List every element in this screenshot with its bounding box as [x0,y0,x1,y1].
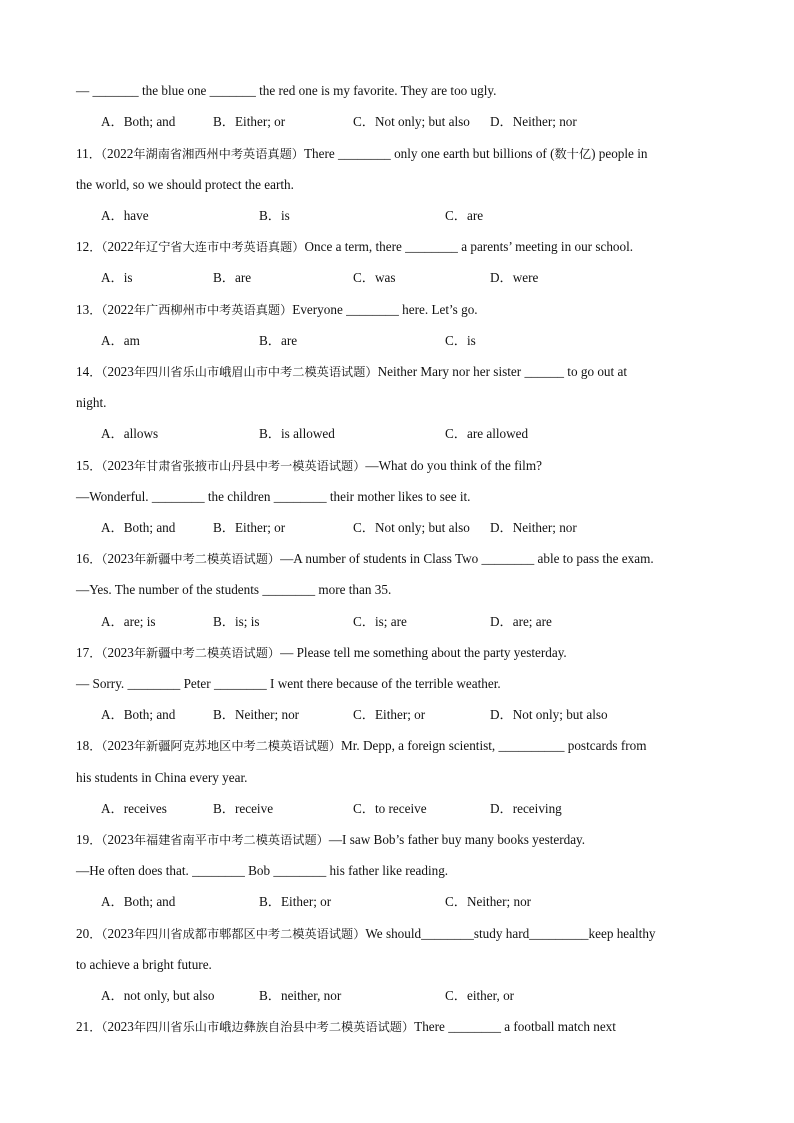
question-stem-continued: night. [76,395,107,410]
question-stem: 17．（2023年新疆中考二模英语试题）— Please tell me something about the party yesterday. [76,645,567,660]
question-stem: 15．（2023年甘肃省张掖市山丹县中考一模英语试题）—What do you think of the film? [76,458,542,473]
answer-option[interactable]: A．allows [101,426,159,441]
question-stem: 14．（2023年四川省乐山市峨眉山市中考二模英语试题）Neither Mary nor her sister ______ to go out at [76,364,628,379]
answer-option[interactable]: A．are; is [101,614,156,629]
answer-option[interactable]: C．is [445,333,476,348]
answer-option[interactable]: B．are [213,270,252,285]
question-stem-continued: the world, so we should protect the earth. [76,177,294,192]
answer-option[interactable]: C．Neither; nor [445,894,532,909]
answer-option[interactable]: D．Neither; nor [490,520,577,535]
answer-option[interactable]: C．are [445,208,484,223]
answer-option[interactable]: A．have [101,208,149,223]
question-stem: 11．（2022年湖南省湘西州中考英语真题）There ________ only one earth but billions of (数十亿) people in [76,146,648,161]
answer-option[interactable]: C．are allowed [445,426,529,441]
answer-option[interactable]: A．not only, but also [101,988,215,1003]
answer-option[interactable]: B．is [259,208,290,223]
answer-option[interactable]: B．Either; or [213,114,286,129]
answer-option[interactable]: D．Not only; but also [490,707,608,722]
answer-option[interactable]: B．are [259,333,298,348]
question-stem: 20．（2023年四川省成都市郫都区中考二模英语试题）We should________study hard_________keep healthy [76,926,656,941]
question-stem-continued: — Sorry. ________ Peter ________ I went there because of the terrible weather. [76,676,501,691]
answer-option[interactable]: C．Either; or [353,707,426,722]
answer-option[interactable]: C．was [353,270,396,285]
question-stem: 21．（2023年四川省乐山市峨边彝族自治县中考二模英语试题）There ________ a football match next [76,1019,616,1034]
question-stem-continued: —Yes. The number of the students ________ more than 35. [76,582,392,597]
answer-option[interactable]: B．receive [213,801,274,816]
answer-option[interactable]: C．either, or [445,988,515,1003]
question-stem: 16．（2023年新疆中考二模英语试题）—A number of students in Class Two ________ able to pass the exam. [76,551,654,566]
answer-option[interactable]: A．is [101,270,133,285]
answer-option[interactable]: A．Both; and [101,520,176,535]
answer-option[interactable]: C．Not only; but also [353,114,470,129]
answer-option[interactable]: D．receiving [490,801,562,816]
answer-option[interactable]: A．Both; and [101,114,176,129]
answer-option[interactable]: C．is; are [353,614,407,629]
question-stem: 12．（2022年辽宁省大连市中考英语真题）Once a term, there ________ a parents’ meeting in our school. [76,239,634,254]
answer-option[interactable]: D．were [490,270,539,285]
question-stem-continued: —He often does that. ________ Bob ________ his father like reading. [76,863,449,878]
answer-option[interactable]: B．Neither; nor [213,707,300,722]
answer-option[interactable]: D．Neither; nor [490,114,577,129]
answer-option[interactable]: D．are; are [490,614,552,629]
question-stem-continued: —Wonderful. ________ the children ________ their mother likes to see it. [76,489,471,504]
question-stem-continued: his students in China every year. [76,770,248,785]
answer-option[interactable]: B．is allowed [259,426,335,441]
question-stem: 18．（2023年新疆阿克苏地区中考二模英语试题）Mr. Depp, a foreign scientist, __________ postcards from [76,738,647,753]
question-stem: 19．（2023年福建省南平市中考二模英语试题）—I saw Bob’s father buy many books yesterday. [76,832,586,847]
answer-option[interactable]: B．neither, nor [259,988,342,1003]
question-stem: — _______ the blue one _______ the red one is my favorite. They are too ugly. [76,83,497,98]
answer-option[interactable]: B．Either; or [259,894,332,909]
answer-option[interactable]: A．Both; and [101,894,176,909]
question-stem-continued: to achieve a bright future. [76,957,212,972]
answer-option[interactable]: C．to receive [353,801,427,816]
answer-option[interactable]: B．Either; or [213,520,286,535]
answer-option[interactable]: A．am [101,333,140,348]
answer-option[interactable]: C．Not only; but also [353,520,470,535]
answer-option[interactable]: B．is; is [213,614,260,629]
question-stem: 13．（2022年广西柳州市中考英语真题）Everyone ________ here. Let’s go. [76,302,478,317]
answer-option[interactable]: A．Both; and [101,707,176,722]
answer-option[interactable]: A．receives [101,801,167,816]
